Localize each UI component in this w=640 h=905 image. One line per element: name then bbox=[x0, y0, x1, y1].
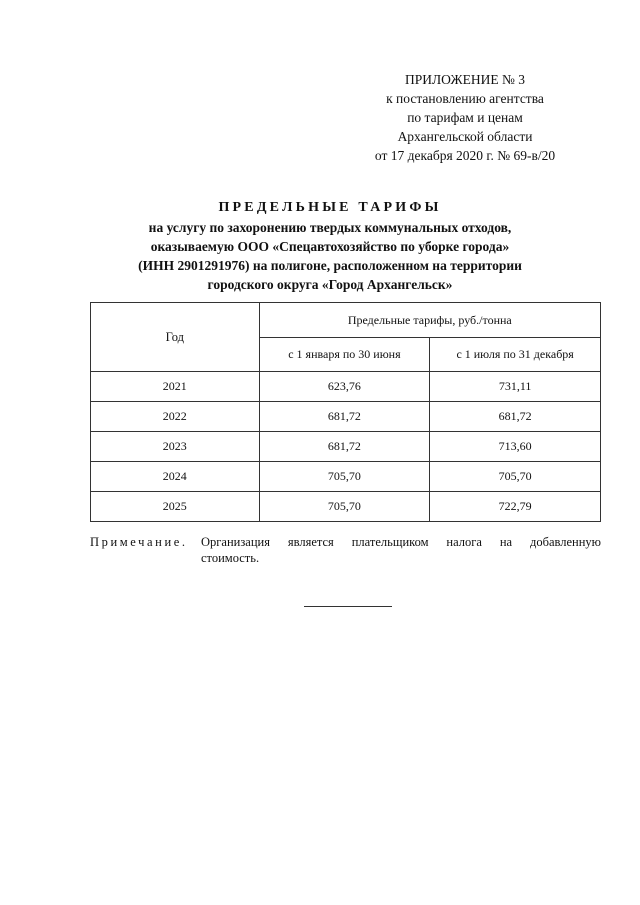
second-half-cell: 705,70 bbox=[430, 462, 601, 492]
second-half-cell: 722,79 bbox=[430, 492, 601, 522]
closing-divider bbox=[304, 606, 392, 607]
first-half-cell: 705,70 bbox=[259, 492, 430, 522]
year-cell: 2023 bbox=[91, 432, 260, 462]
table-row bbox=[91, 462, 601, 492]
first-half-cell: 623,76 bbox=[259, 372, 430, 402]
header-first-half: с 1 января по 30 июня bbox=[259, 338, 430, 372]
table-row bbox=[91, 402, 601, 432]
appendix-ref-line: к постановлению агентства bbox=[386, 91, 544, 106]
tariffs-table bbox=[90, 302, 601, 522]
year-cell: 2022 bbox=[91, 402, 260, 432]
header-year: Год bbox=[91, 303, 260, 372]
appendix-date-line: от 17 декабря 2020 г. № 69-в/20 bbox=[374, 148, 556, 163]
second-half-cell: 681,72 bbox=[430, 402, 601, 432]
table-row bbox=[91, 372, 601, 402]
table-row bbox=[91, 492, 601, 522]
first-half-cell: 681,72 bbox=[259, 432, 430, 462]
note-label: Примечание. bbox=[90, 535, 188, 549]
first-half-cell: 681,72 bbox=[259, 402, 430, 432]
document-title bbox=[60, 198, 600, 294]
table-row bbox=[91, 432, 601, 462]
first-half-cell: 705,70 bbox=[259, 462, 430, 492]
title-line: на услугу по захоронению твердых коммунальных отходов, bbox=[148, 220, 512, 235]
header-tariffs-group: Предельные тарифы, руб./тонна bbox=[259, 303, 600, 338]
note-text bbox=[201, 534, 601, 566]
appendix-number: ПРИЛОЖЕНИЕ № 3 bbox=[404, 72, 526, 87]
appendix-ref-line: Архангельской области bbox=[397, 129, 533, 144]
title-line: оказываемую ООО «Спецавтохозяйство по уборке города» bbox=[150, 239, 510, 254]
appendix-header bbox=[330, 70, 600, 165]
title-heading: ПРЕДЕЛЬНЫЕ ТАРИФЫ bbox=[218, 200, 442, 215]
appendix-ref-line: по тарифам и ценам bbox=[407, 110, 523, 125]
title-line: (ИНН 2901291976) на полигоне, расположенном на территории bbox=[138, 258, 522, 273]
year-cell: 2021 bbox=[91, 372, 260, 402]
header-second-half: с 1 июля по 31 декабря bbox=[430, 338, 601, 372]
second-half-cell: 713,60 bbox=[430, 432, 601, 462]
note-line: стоимость. bbox=[201, 551, 260, 565]
note-line: Организация является плательщиком налога на добавленную bbox=[201, 535, 601, 549]
year-cell: 2025 bbox=[91, 492, 260, 522]
second-half-cell: 731,11 bbox=[430, 372, 601, 402]
year-cell: 2024 bbox=[91, 462, 260, 492]
title-line: городского округа «Город Архангельск» bbox=[207, 277, 453, 292]
